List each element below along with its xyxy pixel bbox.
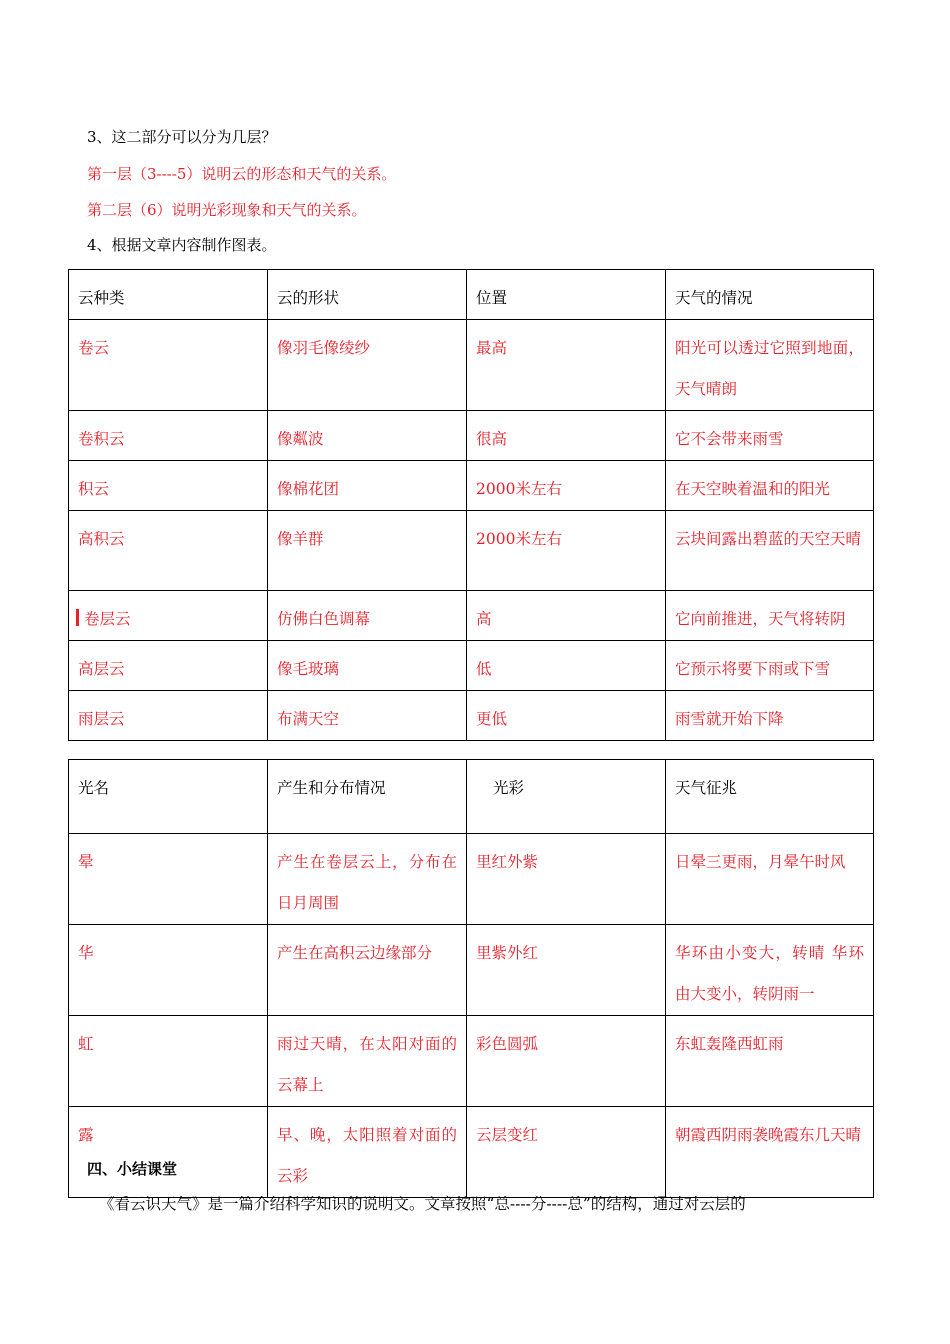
cloud-position: 更低: [467, 691, 666, 741]
cloud-shape: 像棉花团: [268, 461, 467, 511]
cloud-header-shape: 云的形状: [268, 270, 467, 320]
table-row: [69, 641, 874, 691]
cloud-type: 积云: [69, 461, 268, 511]
light-omen: 朝霞西阴雨袭晚霞东几天晴: [666, 1107, 874, 1198]
light-name: 晕: [69, 834, 268, 925]
light-omen: 华环由小变大，转晴 华环由大变小，转阴雨一: [666, 925, 874, 1016]
light-header-name: 光名: [69, 760, 268, 834]
light-name: 露: [69, 1107, 268, 1198]
cloud-type: 卷积云: [69, 411, 268, 461]
light-header-color: 光彩: [467, 760, 666, 834]
cloud-shape: 像羊群: [268, 511, 467, 591]
table-row: [69, 591, 874, 641]
answer-layer-2: 第二层（6）说明光彩现象和天气的关系。: [87, 201, 367, 219]
cloud-shape: 像毛玻璃: [268, 641, 467, 691]
cloud-position: 2000米左右: [467, 511, 666, 591]
light-color: 彩色圆弧: [467, 1016, 666, 1107]
light-origin: 早、晚，太阳照着对面的云彩: [268, 1107, 467, 1198]
cloud-type: 雨层云: [69, 691, 268, 741]
table-row: [69, 1016, 874, 1107]
light-name: 虹: [69, 1016, 268, 1107]
answer-layer-1: 第一层（3----5）说明云的形态和天气的关系。: [87, 165, 397, 183]
cloud-table-header-row: [69, 270, 874, 320]
light-omen: 日晕三更雨，月晕午时风: [666, 834, 874, 925]
cloud-weather: 云块间露出碧蓝的天空天晴: [666, 511, 874, 591]
cloud-shape: 像羽毛像绫纱: [268, 320, 467, 411]
cloud-weather: 它向前推进，天气将转阴: [666, 591, 874, 641]
light-name: 华: [69, 925, 268, 1016]
cloud-position: 低: [467, 641, 666, 691]
cloud-header-position: 位置: [467, 270, 666, 320]
table-row: [69, 461, 874, 511]
cursor-bar-icon: [76, 609, 79, 626]
cloud-weather: 它不会带来雨雪: [666, 411, 874, 461]
cloud-position: 最高: [467, 320, 666, 411]
table-row: [69, 925, 874, 1016]
table-row: [69, 834, 874, 925]
cloud-table: [68, 269, 874, 741]
table-row: [69, 320, 874, 411]
cloud-type: 卷云: [69, 320, 268, 411]
cloud-header-weather: 天气的情况: [666, 270, 874, 320]
summary-paragraph: 《看云识天气》是一篇介绍科学知识的说明文。文章按照“总----分----总”的结构，通过对云层的: [99, 1195, 746, 1213]
question-3: 3、这二部分可以分为几层？: [87, 128, 277, 146]
cloud-weather: 阳光可以透过它照到地面，天气晴朗: [666, 320, 874, 411]
cloud-weather: 雨雪就开始下降: [666, 691, 874, 741]
cloud-position: 很高: [467, 411, 666, 461]
cloud-header-type: 云种类: [69, 270, 268, 320]
light-origin: 产生在高积云边缘部分: [268, 925, 467, 1016]
cloud-type: 卷层云: [84, 610, 131, 628]
light-table: [68, 759, 874, 1198]
light-omen: 东虹轰隆西虹雨: [666, 1016, 874, 1107]
light-header-origin: 产生和分布情况: [268, 760, 467, 834]
light-origin: 雨过天晴，在太阳对面的云幕上: [268, 1016, 467, 1107]
cloud-position: 高: [467, 591, 666, 641]
table-row: [69, 691, 874, 741]
table-row: [69, 511, 874, 591]
cloud-shape: 布满天空: [268, 691, 467, 741]
light-header-omen: 天气征兆: [666, 760, 874, 834]
light-color: 里紫外红: [467, 925, 666, 1016]
light-color: 云层变红: [467, 1107, 666, 1198]
section-heading: 四、小结课堂: [87, 1160, 178, 1178]
cloud-type: 高层云: [69, 641, 268, 691]
cloud-weather: 在天空映着温和的阳光: [666, 461, 874, 511]
light-color: 里红外紫: [467, 834, 666, 925]
light-table-header-row: [69, 760, 874, 834]
light-origin: 产生在卷层云上，分布在日月周围: [268, 834, 467, 925]
table-row: [69, 411, 874, 461]
cloud-weather: 它预示将要下雨或下雪: [666, 641, 874, 691]
cloud-position: 2000米左右: [467, 461, 666, 511]
table-row: [69, 1107, 874, 1198]
question-4: 4、根据文章内容制作图表。: [87, 236, 277, 254]
cloud-shape: 仿佛白色调幕: [268, 591, 467, 641]
cloud-type: 高积云: [69, 511, 268, 591]
cloud-type-cell: [69, 591, 268, 641]
cloud-shape: 像粼波: [268, 411, 467, 461]
